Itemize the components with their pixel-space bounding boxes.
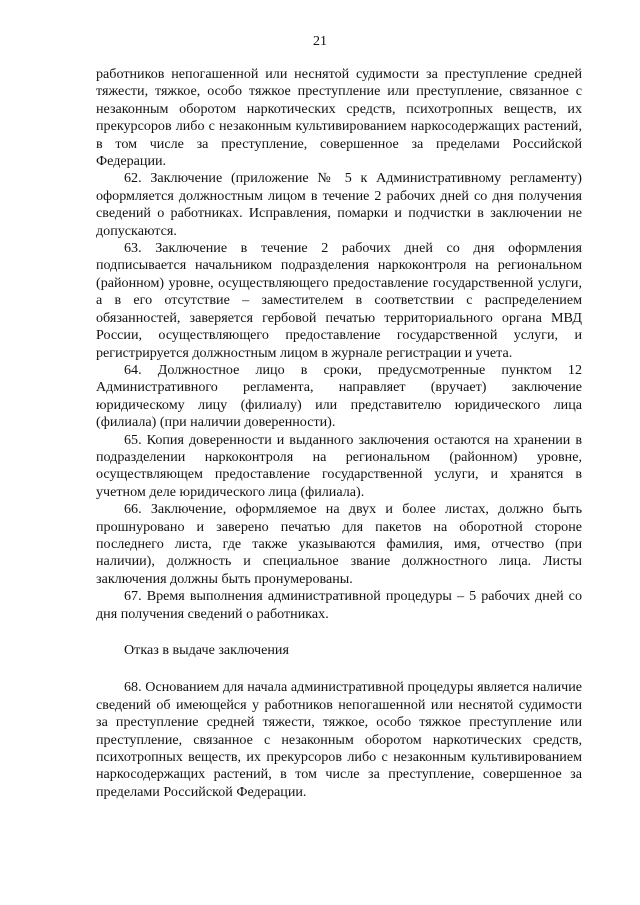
paragraph-68: 68. Основанием для начала административной процедуры является наличие сведений об имеющейся у работников непогашенной или неснятой судимости за преступление средней тяжести, тяжкое, особо тяжкое преступление или преступление, связанное с незаконным оборотом наркотических средств, психотропных веществ, их прекурсоров либо с незаконным культивированием наркосодержащих растений, в том числе за преступление, совершенное за пределами Российской Федерации. xyxy=(96,679,582,800)
paragraph-66: 66. Заключение, оформляемое на двух и более листах, должно быть прошнуровано и заверено печатью для пакетов на оборотной стороне последнего листа, где также указываются фамилия, имя, отчество (при наличии), должность и специальное звание должностного лица. Листы заключения должны быть пронумерованы. xyxy=(96,501,582,587)
paragraph-63: 63. Заключение в течение 2 рабочих дней со дня оформления подписывается начальником подразделения наркоконтроля на региональном (районном) уровне, осуществляющего предоставление государственной услуги, а в его отсутствие – заместителем в соответствии с распределением обязанностей, заверяется гербовой печатью территориального органа МВД России, осуществляющего предоставление государственной услуги, и регистрируется должностным лицом в журнале регистрации и учета. xyxy=(96,240,582,361)
paragraph-64: 64. Должностное лицо в сроки, предусмотренные пунктом 12 Административного регламента, направляет (вручает) заключение юридическому лицу (филиалу) или представителю юридического лица (филиала) (при наличии доверенности). xyxy=(96,361,582,431)
page-number: 21 xyxy=(313,34,327,49)
paragraph-62: 62. Заключение (приложение № 5 к Административному регламенту) оформляется должностным лицом в течение 2 рабочих дней со дня получения сведений о работниках. Исправления, помарки и подчистки в заключении не допускаются. xyxy=(96,170,582,239)
paragraph-continuation: работников непогашенной или неснятой судимости за преступление средней тяжести, тяжкое, особо тяжкое преступление или преступление, связанное с незаконным оборотом наркотических средств, психотропных веществ, их прекурсоров либо с незаконным культивированием наркосодержащих растений, в том числе за преступление, совершенное за пределами Российской Федерации. xyxy=(96,66,582,170)
document-body xyxy=(96,66,582,801)
paragraph-67: 67. Время выполнения административной процедуры – 5 рабочих дней со дня получения сведений о работниках. xyxy=(96,588,582,622)
paragraph-65: 65. Копия доверенности и выданного заключения остаются на хранении в подразделении наркоконтроля на региональном (районном) уровне, осуществляющем предоставление государственной услуги, и хранятся в учетном деле юридического лица (филиала). xyxy=(96,431,582,500)
section-heading: Отказ в выдаче заключения xyxy=(124,642,289,658)
